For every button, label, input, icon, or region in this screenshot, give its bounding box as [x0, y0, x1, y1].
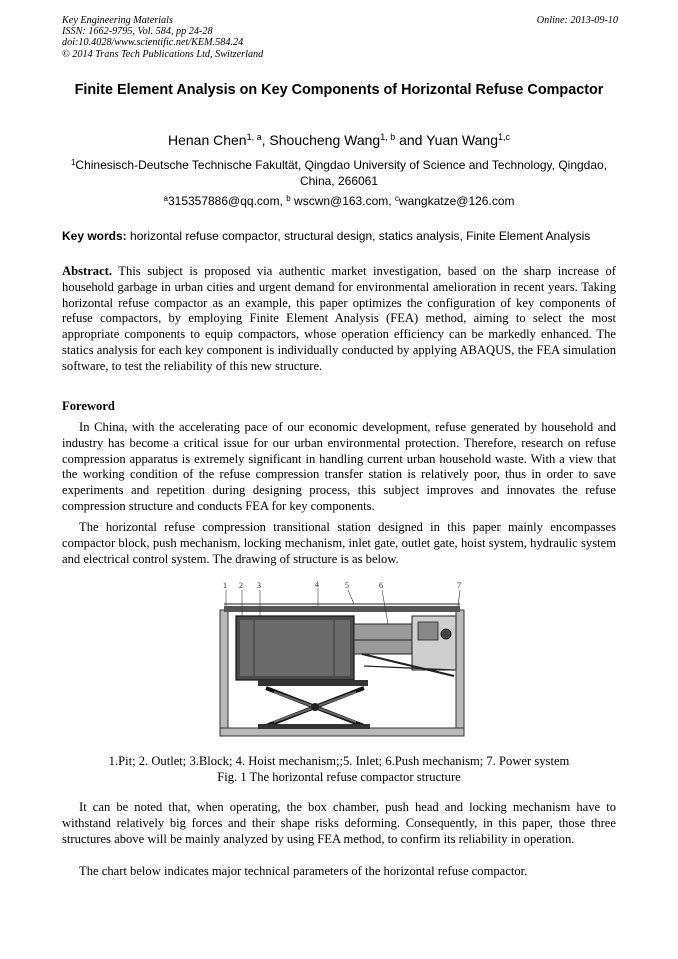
journal-name: Key Engineering Materials: [62, 15, 173, 26]
figure-label: 5: [345, 581, 349, 590]
doi-line: doi:10.4028/www.scientific.net/KEM.584.24: [62, 37, 244, 49]
issn-line: ISSN: 1662-9795, Vol. 584, pp 24-28: [62, 26, 213, 38]
figure-label: 7: [457, 581, 461, 590]
keywords-label: Key words:: [62, 229, 127, 243]
foreword-paragraph-2: The horizontal refuse compression transitional station designed in this paper mainly encompasses compactor block, push mechanism, locking mechanism, inlet gate, outlet gate, hoist system, hydraulic system and electrical control system. The drawing of structure is as below.: [62, 520, 616, 566]
lift-platform: [258, 680, 368, 686]
body-paragraph-4: The chart below indicates major technical parameters of the horizontal refuse compactor.: [79, 864, 528, 878]
affiliation-superscript: 1: [70, 158, 76, 167]
abstract: [62, 264, 616, 375]
author-name: Yuan Wang: [426, 132, 498, 148]
top-rail: [224, 606, 460, 612]
paper-title: Finite Element Analysis on Key Components of Horizontal Refuse Compactor: [74, 82, 604, 98]
author-name: Henan Chen: [167, 132, 247, 148]
author-list: [62, 131, 616, 149]
compactor-structure-figure: [214, 580, 470, 740]
pit-right-wall: [456, 610, 464, 734]
author-superscript: 1,c: [497, 132, 510, 142]
affiliation: [62, 157, 616, 189]
email-link[interactable]: 315357886@qq.com,: [167, 194, 287, 208]
email-link[interactable]: wangkatze@126.com: [398, 194, 515, 208]
email-link[interactable]: wscwn@163.com,: [290, 194, 395, 208]
abstract-label: Abstract.: [62, 264, 113, 278]
figure-label: 6: [379, 581, 383, 590]
author-separator: ,: [261, 132, 270, 148]
figure-label: 4: [315, 580, 319, 589]
email-superscript: b: [286, 194, 291, 203]
keywords: [62, 228, 616, 244]
keywords-text: horizontal refuse compactor, structural design, statics analysis, Finite Element Analysis: [126, 229, 591, 243]
author-separator: and: [395, 132, 427, 148]
email-superscript: a: [163, 194, 168, 203]
foreword-paragraph-1: In China, with the accelerating pace of our economic development, refuse generated by household and industry has become a critical issue for our urban environmental protection. Therefore, research on refuse compression apparatus is extremely significant in handling current urban household waste. With a view that the working condition of the refuse compression transfer station is relatively poor, thus in order to save experiments and repetition during designing process, this subject improves and innovates the refuse compression structure and conducts FEA for key components.: [62, 420, 616, 513]
copyright-line: © 2014 Trans Tech Publications Ltd, Switzerland: [62, 48, 264, 60]
journal-header: [62, 15, 618, 60]
figure-legend: 1.Pit; 2. Outlet; 3.Block; 4. Hoist mechanism;;5. Inlet; 6.Push mechanism; 7. Power system: [108, 754, 570, 768]
online-date: Online: 2013-09-10: [536, 15, 618, 26]
pit-floor: [220, 728, 464, 736]
abstract-text: This subject is proposed via authentic market investigation, based on the sharp increase of household garbage in urban cities and urgent demand for environmental amelioration in recent years. Taking horizontal refuse compactor as an example, this paper optimizes the configuration of key components of refuse compactors, by employing Finite Element Analysis (FEA) method, aiming to select the most appropriate components to equip compactors, whose operation efficiency can be markedly enhanced. The statics analysis for each key component is individually conducted by applying ABAQUS, the FEA simulation software, to test the reliability of this new structure.: [62, 264, 616, 373]
author-emails: [62, 193, 616, 209]
affiliation-text: Chinesisch-Deutsche Technische Fakultät, Qingdao University of Science and Technology, Qingdao, China, 266061: [75, 158, 608, 188]
author-superscript: 1, a: [246, 132, 262, 142]
author-superscript: 1, b: [380, 132, 396, 142]
figure-label: 1: [223, 581, 227, 590]
author-name: Shoucheng Wang: [269, 132, 381, 148]
figure-caption: Fig. 1 The horizontal refuse compactor structure: [217, 770, 461, 784]
push-mechanism: [354, 624, 412, 654]
figure-label: 2: [239, 581, 243, 590]
section-heading: Foreword: [62, 399, 115, 413]
email-superscript: c: [394, 194, 399, 203]
body-paragraph-3: It can be noted that, when operating, the box chamber, push head and locking mechanism have to withstand relatively big forces and their shape risks deforming. Consequently, in this paper, those three structures above will be mainly analyzed by using FEA method, to confirm its reliability in operation.: [62, 800, 616, 846]
pit-left-wall: [220, 610, 228, 734]
figure-label: 3: [257, 581, 261, 590]
